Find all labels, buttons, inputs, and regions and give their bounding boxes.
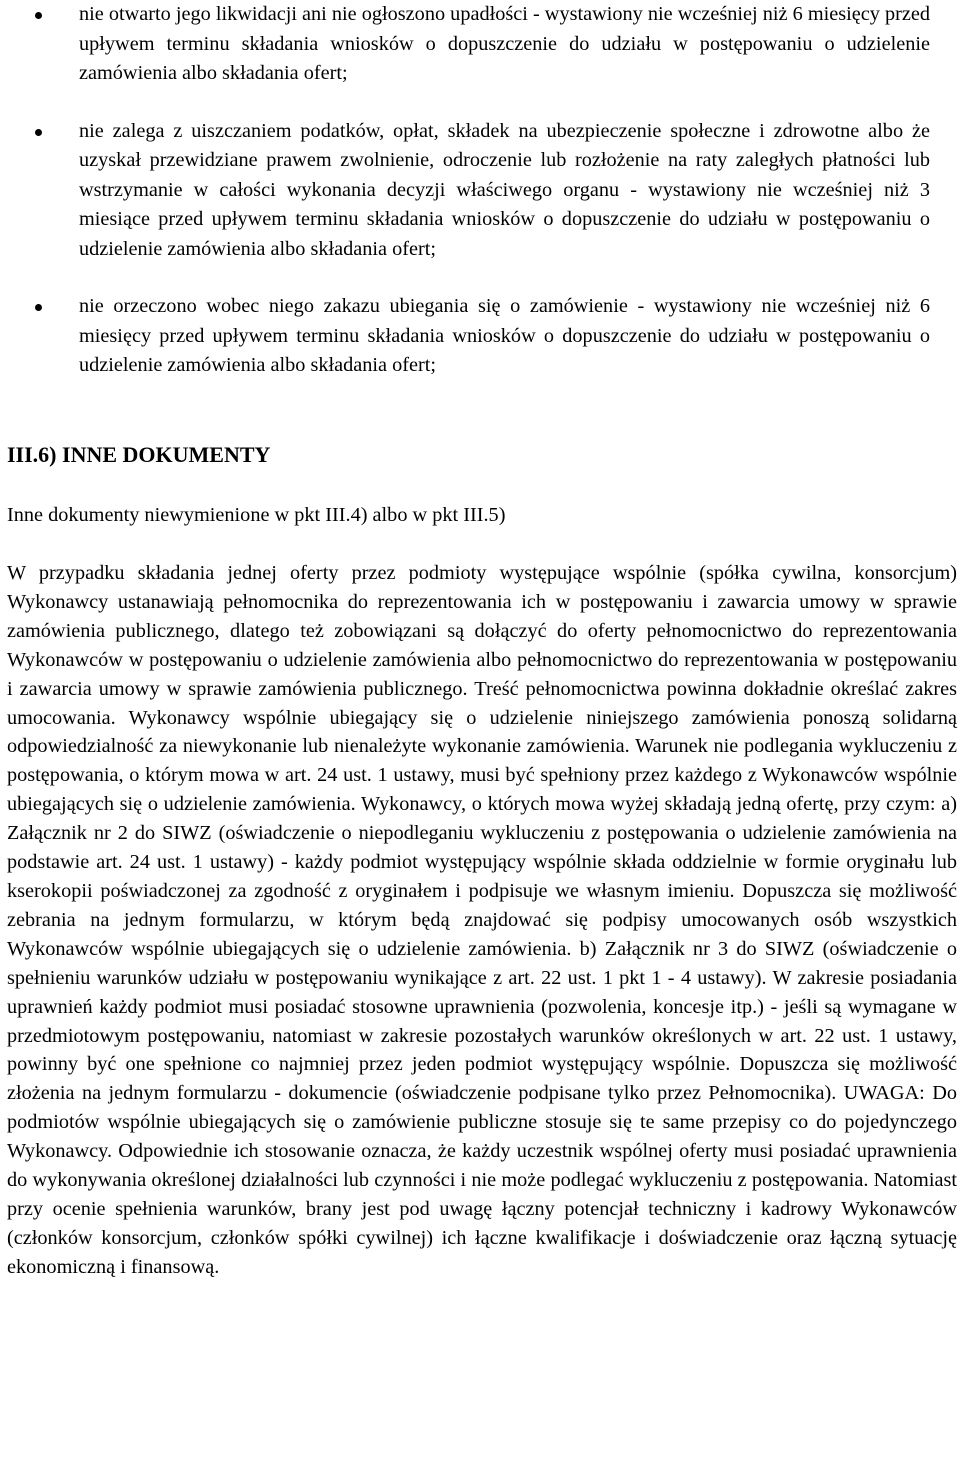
list-item-text: nie otwarto jego likwidacji ani nie ogłoszono upadłości - wystawiony nie wcześniej niż 6 miesięcy przed upływem terminu składania wniosków o dopuszczenie do udziału w postępowaniu o udzielenie zamówienia albo składania ofert;: [79, 3, 931, 84]
bullet-icon: [35, 12, 42, 19]
list-item: [0, 117, 960, 265]
bullet-icon: [35, 129, 42, 136]
bullet-list: [0, 0, 960, 409]
list-item-text: nie orzeczono wobec niego zakazu ubiegania się o zamówienie - wystawiony nie wcześniej niż 6 miesięcy przed upływem terminu składania wniosków o dopuszczenie do udziału w postępowaniu o udzielenie zamówienia albo składania ofert;: [79, 295, 930, 376]
bullet-icon: [35, 304, 42, 311]
list-item: [0, 0, 960, 89]
section-body-paragraph: W przypadku składania jednej oferty przez podmioty występujące wspólnie (spółka cywilna, konsorcjum) Wykonawcy ustanawiają pełnomocnika do reprezentowania ich w postępowaniu i zawarcia umowy w sprawie zamówienia publicznego, dlatego też zobowiązani są dołączyć do oferty pełnomocnictwo do reprezentowania Wykonawców w postępowaniu o udzielenie zamówienia albo pełnomocnictwo do reprezentowania w postępowaniu i zawarcia umowy w sprawie zamówienia publicznego. Treść pełnomocnictwa powinna dokładnie określać zakres umocowania. Wykonawcy wspólnie ubiegający się o udzielenie niniejszego zamówienia ponoszą solidarną odpowiedzialność za niewykonanie lub nienależyte wykonanie zamówienia. Warunek nie podlegania wykluczeniu z postępowania, o którym mowa w art. 24 ust. 1 ustawy, musi być spełniony przez każdego z Wykonawców wspólnie ubiegających się o udzielenie zamówienia. Wykonawcy, o których mowa wyżej składają jedną ofertę, przy czym: a) Załącznik nr 2 do SIWZ (oświadczenie o niepodleganiu wykluczeniu z postępowania o udzielenie zamówienia na podstawie art. 24 ust. 1 ustawy) - każdy podmiot występujący wspólnie składa oddzielnie w formie oryginału lub kserokopii poświadczonej za zgodność z oryginałem i podpisuje we własnym imieniu. Dopuszcza się możliwość zebrania na jednym formularzu, w którym będą znajdować się podpisy umocowanych osób wszystkich Wykonawców wspólnie ubiegających się o udzielenie zamówienia. b) Załącznik nr 3 do SIWZ (oświadczenie o spełnieniu warunków udziału w postępowaniu wynikające z art. 22 ust. 1 pkt 1 - 4 ustawy). W zakresie posiadania uprawnień każdy podmiot musi posiadać stosowne uprawnienia (pozwolenia, koncesje itp.) - jeśli są wymagane w przedmiotowym postępowaniu, natomiast w zakresie pozostałych warunków określonych w art. 22 ust. 1 ustawy, powinny być one spełnione co najmniej przez jeden podmiot występujący wspólnie. Dopuszcza się możliwość złożenia na jednym formularzu - dokumencie (oświadczenie podpisane tylko przez Pełnomocnika). UWAGA: Do podmiotów wspólnie ubiegających się o zamówienie publiczne stosuje się te same przepisy co do pojedynczego Wykonawcy. Odpowiednie ich stosowanie oznacza, że każdy uczestnik wspólnej oferty musi posiadać uprawnienia do wykonywania określonej działalności lub czynności i nie może podlegać wykluczeniu z postępowania. Natomiast przy ocenie spełnienia warunków, brany jest pod uwagę łączny potencjał techniczny i kadrowy Wykonawców (członków konsorcjum, członków spółki cywilnej) ich łączne kwalifikacje i doświadczenie oraz łączną sytuację ekonomiczną i finansową.: [7, 562, 957, 1278]
section-heading: III.6) INNE DOKUMENTY: [7, 442, 271, 467]
section-subtitle: Inne dokumenty niewymienione w pkt III.4) albo w pkt III.5): [7, 504, 506, 526]
list-item: [0, 292, 960, 381]
list-item-text: nie zalega z uiszczaniem podatków, opłat, składek na ubezpieczenie społeczne i zdrowotne albo że uzyskał przewidziane prawem zwolnienie, odroczenie lub rozłożenie na raty zaległych płatności lub wstrzymanie w całości wykonania decyzji właściwego organu - wystawiony nie wcześniej niż 3 miesiące przed upływem terminu składania wniosków o dopuszczenie do udziału w postępowaniu o udzielenie zamówienia albo składania ofert;: [79, 119, 930, 260]
